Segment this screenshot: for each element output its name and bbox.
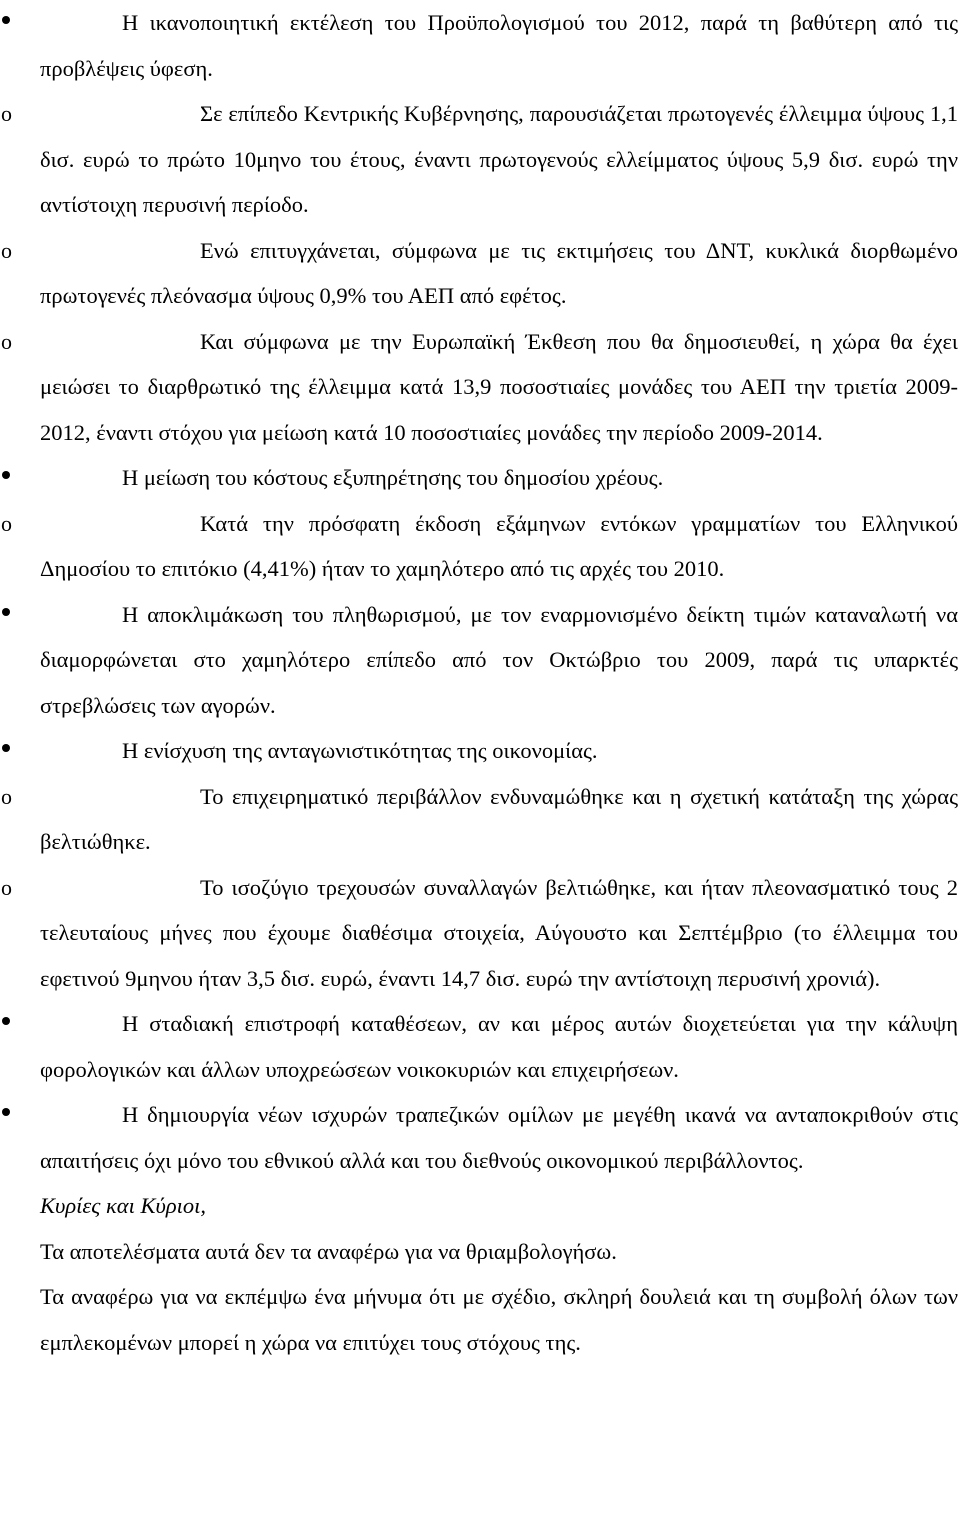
list-item-text: Το επιχειρηματικό περιβάλλον ενδυναμώθηκε και η σχετική κατάταξη της χώρας βελτιώθηκε.: [40, 783, 958, 854]
sub-marker: o: [1, 101, 12, 126]
list-item-sub: [0, 501, 960, 592]
list-item-text: Σε επίπεδο Κεντρικής Κυβέρνησης, παρουσιάζεται πρωτογενές έλλειμμα ύψους 1,1 δισ. ευρώ το πρώτο 10μηνο του έτους, έναντι πρωτογενούς ελλείμματος ύψους 5,9 δισ. ευρώ την αντίστοιχη περυσινή περίοδο.: [40, 101, 958, 217]
bullet-marker: [0, 1001, 12, 1046]
salutation: Κυρίες και Κύριοι,: [40, 1193, 207, 1218]
list-item-bullet: [0, 0, 960, 91]
sub-marker: o: [1, 783, 12, 809]
list-item-text: Η σταδιακή επιστροφή καταθέσεων, αν και μέρος αυτών διοχετεύεται για την κάλυψη φορολογικών και άλλων υποχρεώσεων νοικοκυριών και επιχειρήσεων.: [40, 1011, 958, 1082]
list-item-bullet: [0, 455, 960, 501]
list-item-bullet: [0, 1092, 960, 1183]
sub-marker: o: [1, 237, 12, 263]
sub-marker: o: [1, 328, 12, 354]
list-item-bullet: [0, 728, 960, 774]
bullet-marker: [0, 728, 12, 773]
list-item-text: Η αποκλιμάκωση του πληθωρισμού, με τον εναρμονισμένο δείκτη τιμών καταναλωτή να διαμορφώνεται στο χαμηλότερο επίπεδο από τον Οκτώβριο του 2009, παρά τις υπαρκτές στρεβλώσεις των αγορών.: [40, 601, 958, 718]
list-item-sub: [0, 319, 960, 456]
list-item-text: Ενώ επιτυγχάνεται, σύμφωνα με τις εκτιμήσεις του ΔΝΤ, κυκλικά διορθωμένο πρωτογενές πλεόνασμα ύψους 0,9% του ΑΕΠ από εφέτος.: [40, 237, 958, 308]
closing-paragraph: Τα αποτελέσματα αυτά δεν τα αναφέρω για να θριαμβολογήσω.: [40, 1238, 617, 1264]
list-item-text: Το ισοζύγιο τρεχουσών συναλλαγών βελτιώθηκε, και ήταν πλεονασματικό τους 2 τελευταίους μήνες που έχουμε διαθέσιμα στοιχεία, Αύγουστο και Σεπτέμβριο (το έλλειμμα του εφετινού 9μηνου ήταν 3,5 δισ. ευρώ, έναντι 14,7 δισ. ευρώ την αντίστοιχη περυσινή χρονιά).: [40, 874, 958, 991]
list-item-sub: [0, 91, 960, 228]
list-item-text: Η ενίσχυση της ανταγωνιστικότητας της οικονομίας.: [122, 738, 598, 763]
bullet-marker: [0, 592, 12, 637]
list-item-bullet: [0, 1001, 960, 1092]
bullet-marker: [0, 455, 12, 500]
list-item-text: Η μείωση του κόστους εξυπηρέτησης του δημοσίου χρέους.: [122, 465, 664, 490]
list-item-sub: [0, 865, 960, 1002]
list-item-sub: [0, 228, 960, 319]
sub-marker: o: [1, 874, 12, 900]
bullet-marker: [0, 1092, 12, 1137]
bullet-marker: [0, 0, 12, 45]
sub-marker: o: [1, 510, 12, 536]
list-item-bullet: [0, 592, 960, 729]
closing-paragraph: Τα αναφέρω για να εκπέμψω ένα μήνυμα ότι με σχέδιο, σκληρή δουλειά και τη συμβολή όλων των εμπλεκομένων μπορεί η χώρα να επιτύχει τους στόχους της.: [40, 1284, 958, 1355]
list-item-text: Η δημιουργία νέων ισχυρών τραπεζικών ομίλων με μεγέθη ικανά να ανταποκριθούν στις απαιτήσεις όχι μόνο του εθνικού αλλά και του διεθνούς οικονομικού περιβάλλοντος.: [40, 1102, 958, 1173]
list-item-text: Και σύμφωνα με την Ευρωπαϊκή Έκθεση που θα δημοσιευθεί, η χώρα θα έχει μειώσει το διαρθρωτικό της έλλειμμα κατά 13,9 ποσοστιαίες μονάδες του ΑΕΠ την τριετία 2009-2012, έναντι στόχου για μείωση κατά 10 ποσοστιαίες μονάδες την περίοδο 2009-2014.: [40, 328, 958, 445]
list-item-text: Κατά την πρόσφατη έκδοση εξάμηνων εντόκων γραμματίων του Ελληνικού Δημοσίου το επιτόκιο (4,41%) ήταν το χαμηλότερο από τις αρχές του 2010.: [40, 510, 958, 581]
list-item-text: Η ικανοποιητική εκτέλεση του Προϋπολογισμού του 2012, παρά τη βαθύτερη από τις προβλέψεις ύφεση.: [40, 10, 958, 81]
list-item-sub: [0, 774, 960, 865]
